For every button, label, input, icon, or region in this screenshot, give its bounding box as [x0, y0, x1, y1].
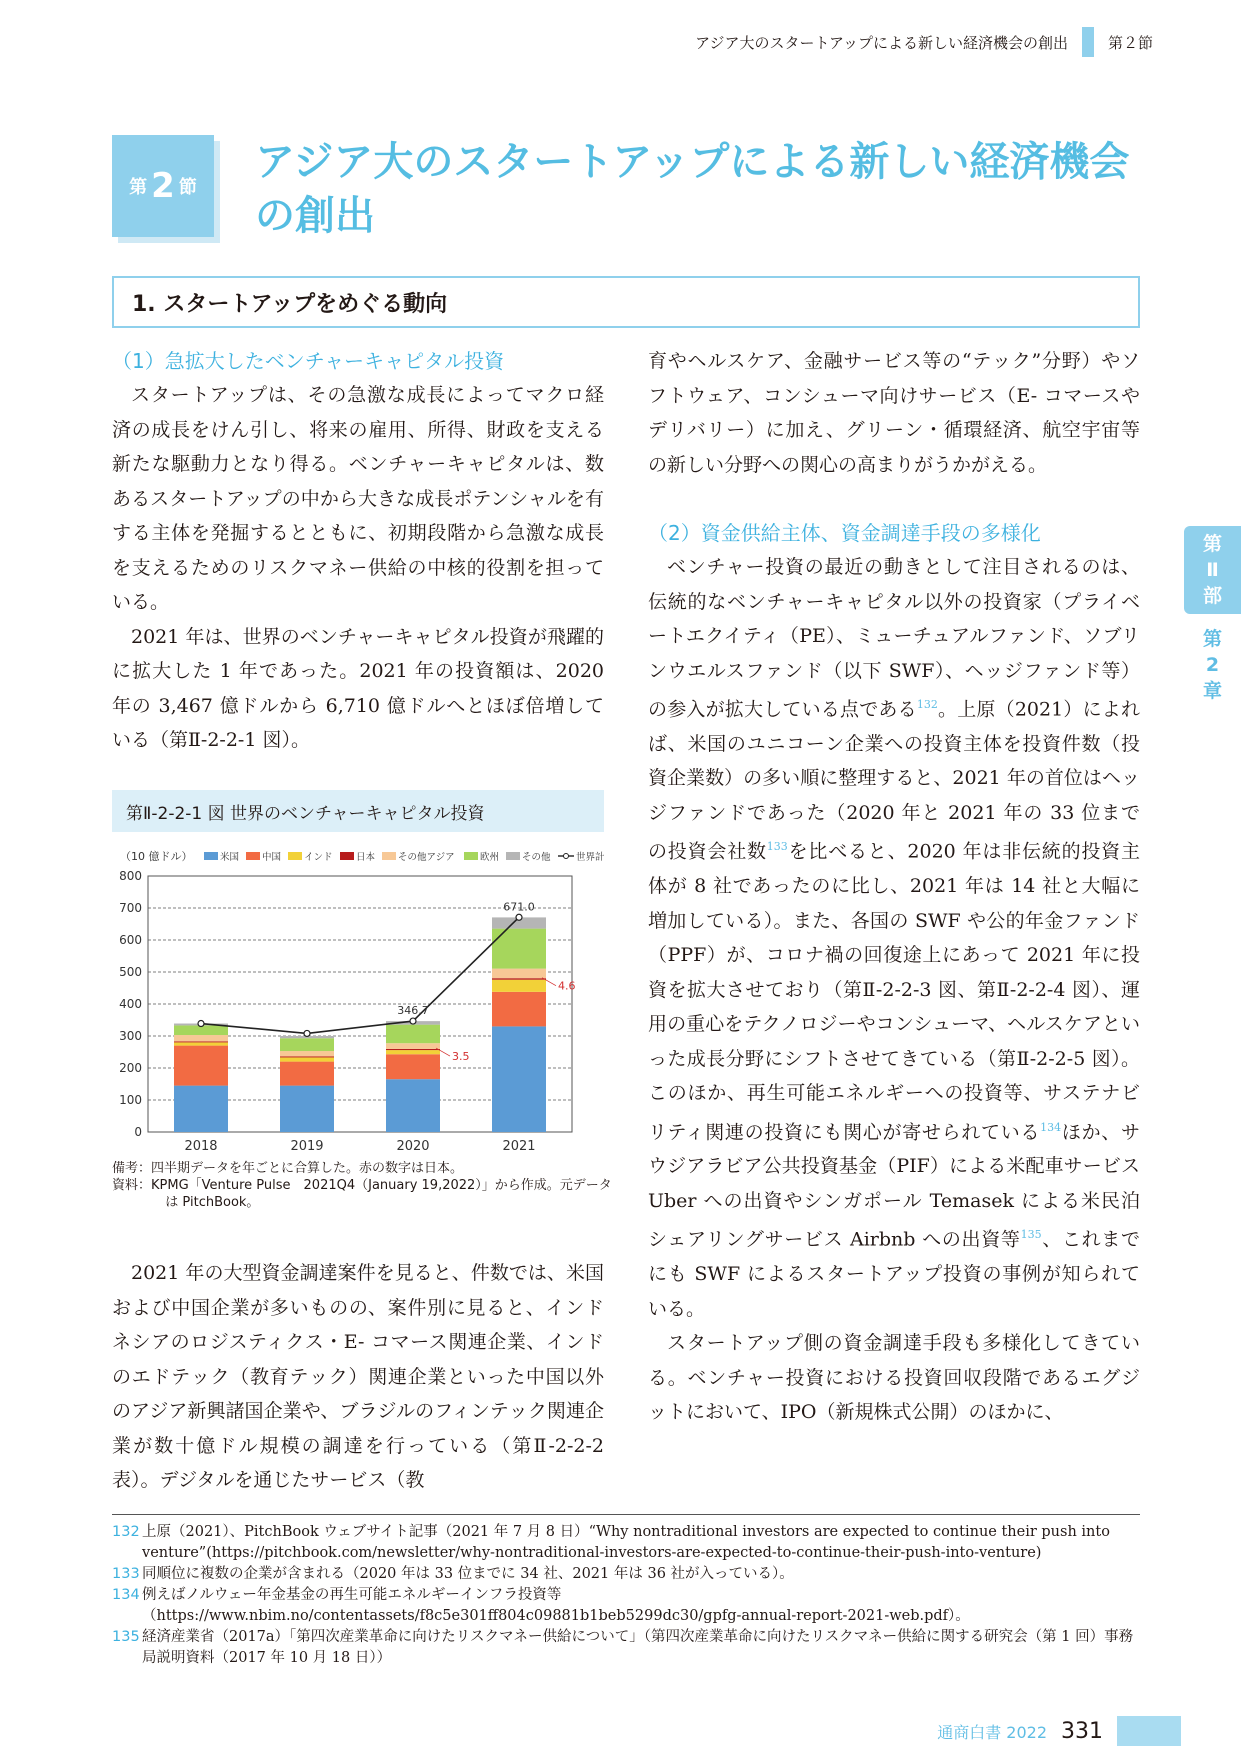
bar-segment — [174, 1041, 228, 1042]
part-tab-char: Ⅱ — [1206, 559, 1219, 581]
part-tab-char: 第 — [1202, 533, 1222, 555]
footnote-text: 同順位に複数の企業が含まれる（2020 年は 33 位までに 34 社、2021 年は 36 社が入っている）。 — [142, 1566, 794, 1582]
left-column-bottom — [112, 1256, 604, 1498]
legend-swatch — [382, 852, 396, 860]
total-line-path — [201, 917, 519, 1033]
text-run: 、これまでにも SWF によるスタートアップ投資の事例が知られている。 — [648, 1228, 1140, 1320]
bar-segment — [386, 1054, 440, 1079]
running-header-section: 第２節 — [1107, 33, 1153, 52]
footnote-number: 134 — [112, 1587, 140, 1603]
y-tick-label: 400 — [119, 997, 142, 1011]
chart-total-line — [198, 914, 522, 1036]
paragraph: スタートアップ側の資金調達手段も多様化してきている。ベンチャー投資における投資回収段階であるエグジットにおいて、IPO（新規株式公開）のほかに、 — [648, 1332, 1140, 1424]
text-run: 。上原（2021）によれば、米国のユニコーン企業への投資主体を投資件数（投資企業数）の多い順に整理すると、2021 年の首位はヘッジファンドであった（2020 年と 2021 年の 33 位までの投資会社数 — [648, 698, 1140, 863]
footnote-ref-134[interactable]: 134 — [1040, 1120, 1062, 1134]
chart-legend — [204, 851, 605, 863]
paragraph: 2021 年は、世界のベンチャーキャピタル投資が飛躍的に拡大した 1 年であった。2021 年の投資額は、2020 年の 3,467 億ドルから 6,710 億ドルへとほぼ倍増している（第Ⅱ-2-2-1 図）。 — [112, 625, 604, 751]
legend-label: 欧州 — [480, 852, 500, 863]
footnote-ref-135[interactable]: 135 — [1020, 1228, 1042, 1242]
legend-swatch — [464, 852, 478, 860]
footnote-item — [112, 1564, 1140, 1585]
x-tick-label: 2021 — [502, 1139, 536, 1154]
x-tick-label: 2019 — [290, 1139, 324, 1154]
bar-segment — [174, 1035, 228, 1041]
heading-diversification: （2）資金供給主体、資金調達手段の多様化 — [648, 521, 1041, 545]
y-tick-label: 0 — [134, 1125, 142, 1139]
chapter-tab-char: 第 — [1202, 628, 1222, 650]
y-tick-label: 200 — [119, 1061, 142, 1075]
footnote-item — [112, 1522, 1140, 1564]
total-data-label: 671.0 — [503, 900, 535, 914]
legend-swatch — [246, 852, 260, 860]
legend-swatch — [288, 852, 302, 860]
x-tick-label: 2018 — [184, 1139, 218, 1154]
footnote-number: 132 — [112, 1524, 140, 1540]
legend-label: その他 — [522, 852, 551, 863]
bar-segment — [492, 969, 546, 979]
page-footer — [937, 1716, 1181, 1746]
bar-segment — [386, 1025, 440, 1044]
bar-segment — [492, 992, 546, 1027]
right-column — [648, 344, 1140, 1430]
bar-segment — [492, 978, 546, 979]
footnote-ref-132[interactable]: 132 — [916, 698, 938, 711]
left-column-top — [112, 344, 604, 758]
footnote-number: 135 — [112, 1629, 140, 1645]
chapter-tab-char: 章 — [1202, 680, 1222, 702]
footnote-item — [112, 1585, 1140, 1627]
y-tick-label: 100 — [119, 1093, 142, 1107]
text-run: ベンチャー投資の最近の動きとして注目されるのは、伝統的なベンチャーキャピタル以外の投資家（プライベートエクイティ（PE）、ミューチュアルファンド、ソブリンウエルスファンド（以下 SWF）、ヘッジファンド等）の参入が拡大している点である — [648, 556, 1140, 721]
y-tick-label: 700 — [119, 901, 142, 915]
bar-segment — [492, 980, 546, 992]
footnote-divider — [112, 1514, 1140, 1515]
footnote-text: 上原（2021）、PitchBook ウェブサイト記事（2021 年 7 月 8 日）“Why nontraditional investors are expected to continue their push into venture”(https://pitchbook.com/newsletter/why-nontraditional-investors-are-expected-to-continue-their-push-into-venture) — [142, 1524, 1110, 1561]
y-tick-label: 500 — [119, 965, 142, 979]
venture-capital-chart — [112, 842, 612, 1160]
figure-notes — [112, 1160, 612, 1211]
chapter-tab-char: 2 — [1205, 654, 1220, 676]
footnotes — [112, 1522, 1140, 1669]
y-axis-unit: （10 億ドル） — [120, 850, 193, 863]
legend-label: その他アジア — [398, 852, 455, 863]
text-run: を比べると、2020 年は非伝統的投資主体が 8 社であったのに比し、2021 年は 14 社と大幅に増加している）。また、各国の SWF や公的年金ファンド（PPF）が、コロナ禍の回復途上にあって 2021 年に投資を拡大させており（第Ⅱ-2-2-3 図、第Ⅱ-2-2-4 図）、運用の重心をテクノロジーやコンシューマ、ヘルスケアといった成長分野にシフトさせてきている（第Ⅱ-2-2-5 図）。このほか、再生可能エネルギーへの投資等、サステナビリティ関連の投資にも関心が寄せられている — [648, 840, 1140, 1143]
part-tab-char: 部 — [1202, 585, 1222, 607]
legend-label: 米国 — [220, 852, 240, 863]
bar-segment — [174, 1042, 228, 1045]
japan-data-label: 4.6 — [558, 979, 576, 993]
paragraph — [648, 550, 1140, 1326]
x-tick-label: 2020 — [396, 1139, 430, 1154]
bar-segment — [386, 1050, 440, 1054]
paragraph: 2021 年の大型資金調達案件を見ると、件数では、米国および中国企業が多いものの、案件別に見ると、インドネシアのロジスティクス・E- コマース関連企業、インドのエドテック（教育テック）関連企業といった中国以外のアジア新興諸国企業や、ブラジルのフィンテック関連企業が数十億ドル規模の調達を行っている（第Ⅱ-2-2-2 表）。デジタルを通じたサービス（教 — [112, 1262, 604, 1491]
bar-segment — [492, 929, 546, 969]
legend-label: 世界計 — [576, 852, 605, 863]
total-point — [198, 1021, 204, 1027]
bar-segment — [280, 1062, 334, 1086]
section-badge-prefix: 第 — [129, 177, 148, 198]
legend-label: 日本 — [356, 852, 376, 863]
footnote-ref-133[interactable]: 133 — [766, 840, 788, 854]
heading-venture-capital: （1）急拡大したベンチャーキャピタル投資 — [112, 349, 505, 373]
bar-segment — [174, 1046, 228, 1086]
japan-data-label: 3.5 — [452, 1050, 470, 1064]
bar-segment — [280, 1056, 334, 1057]
bar-segment — [386, 1043, 440, 1049]
total-point — [410, 1018, 416, 1024]
bar-segment — [174, 1086, 228, 1132]
section-badge — [112, 135, 214, 237]
page-number: 331 — [1061, 1718, 1103, 1744]
bar-segment — [492, 1026, 546, 1132]
footnote-item — [112, 1627, 1140, 1669]
footnote-text: 例えばノルウェー年金基金の再生可能エネルギーインフラ投資等（https://www.nbim.no/contentassets/f8c5e301ff804c09881b1beb5299dc30/gpfg-annual-report-2021-web.pdf）。 — [142, 1587, 970, 1624]
paragraph: 育やヘルスケア、金融サービス等の“テック”分野）やソフトウェア、コンシューマ向けサービス（E- コマースやデリバリー）に加え、グリーン・循環経済、航空宇宙等の新しい分野への関心の高まりがうかがえる。 — [648, 350, 1140, 476]
y-tick-label: 600 — [119, 933, 142, 947]
bar-segment — [386, 1049, 440, 1050]
figure-note-source: 資料：KPMG「Venture Pulse 2021Q4（January 19,2022）」から作成。元データは PitchBook。 — [112, 1178, 612, 1210]
bar-segment — [280, 1051, 334, 1056]
paragraph: スタートアップは、その急激な成長によってマクロ経済の成長をけん引し、将来の雇用、所得、財政を支える新たな駆動力となり得る。ベンチャーキャピタルは、数あるスタートアップの中から大きな成長ポテンシャルを有する主体を発掘するとともに、初期段階から急激な成長を支えるためのリスクマネー供給の中核的役割を担っている。 — [112, 384, 604, 613]
footer-accent-strip — [1117, 1716, 1181, 1746]
y-tick-label: 800 — [119, 869, 142, 883]
figure-caption: 第Ⅱ-2-2-1 図 世界のベンチャーキャピタル投資 — [112, 790, 604, 832]
chapter-tab[interactable] — [1184, 626, 1241, 704]
bar-segment — [386, 1079, 440, 1132]
subsection-heading: 1. スタートアップをめぐる動向 — [112, 276, 1140, 328]
running-header-title: アジア大のスタートアップによる新しい経済機会の創出 — [695, 33, 1068, 52]
text-run: ほか、サウジアラビア公共投資基金（PIF）による米配車サービス Uber への出資やシンガポール Temasek による米民泊シェアリングサービス Airbnb への出資等 — [648, 1120, 1140, 1251]
running-header — [695, 28, 1153, 56]
legend-swatch — [204, 852, 218, 860]
section-badge-number: 2 — [151, 166, 175, 206]
total-data-label: 346.7 — [397, 1004, 429, 1018]
footnote-number: 133 — [112, 1566, 140, 1582]
part-tab[interactable] — [1184, 526, 1241, 614]
legend-swatch — [340, 852, 354, 860]
legend-label: 中国 — [262, 852, 282, 863]
legend-line-marker — [564, 854, 569, 859]
footnote-text: 経済産業省（2017a）「第四次産業革命に向けたリスクマネー供給について」（第四次産業革命に向けたリスクマネー供給に関する研究会（第 1 回）事務局説明資料（2017 年 10 月 18 日）） — [142, 1629, 1134, 1666]
section-title: アジア大のスタートアップによる新しい経済機会の創出 — [255, 138, 1130, 239]
legend-swatch — [506, 852, 520, 860]
bar-segment — [280, 1057, 334, 1061]
header-accent-bar — [1082, 27, 1094, 57]
bar-segment — [280, 1038, 334, 1051]
y-tick-label: 300 — [119, 1029, 142, 1043]
publication-name: 通商白書 2022 — [937, 1722, 1047, 1742]
section-badge-suffix: 節 — [178, 177, 197, 198]
total-point — [304, 1030, 310, 1036]
figure-note-remarks: 備考：四半期データを年ごとに合算した。赤の数字は日本。 — [112, 1161, 464, 1176]
bar-segment — [280, 1086, 334, 1132]
legend-label: インド — [304, 852, 333, 863]
total-point — [516, 914, 522, 920]
